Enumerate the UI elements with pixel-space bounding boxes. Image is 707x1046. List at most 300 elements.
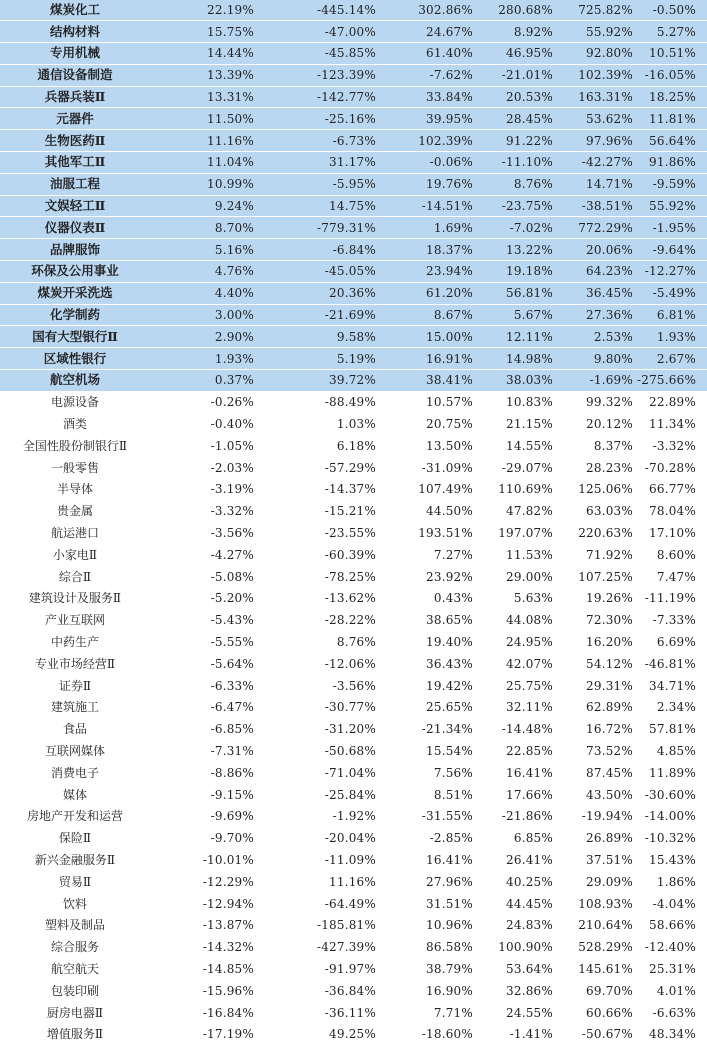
value-cell-col-5: 220.63%	[578, 526, 633, 541]
value-cell-col-5: 125.06%	[578, 482, 633, 497]
value-cell-col-6: -1.95%	[637, 217, 707, 239]
industry-name-cell: 元器件	[0, 108, 150, 130]
value-cell-col-1: -8.86%	[210, 765, 254, 780]
value-cell-col-6: -46.81%	[644, 656, 696, 671]
value-cell-col-2: -88.49%	[324, 395, 376, 410]
value-cell-col-6: 11.34%	[649, 417, 696, 432]
value-cell-col-5: 145.61%	[578, 961, 633, 976]
value-cell-col-4: 14.98%	[477, 348, 557, 370]
industry-name-cell: 塑料及制品	[44, 918, 105, 933]
value-cell-col-6: -4.04%	[652, 896, 696, 911]
table-row	[0, 500, 707, 522]
value-cell-col-6: 6.81%	[637, 304, 707, 326]
industry-name-cell: 化学制药	[0, 304, 150, 326]
value-cell-col-1: 13.39%	[150, 64, 258, 86]
value-cell-col-4: 26.41%	[506, 852, 553, 867]
value-cell-col-1: -15.96%	[202, 983, 254, 998]
value-cell-col-1: -6.47%	[210, 700, 254, 715]
value-cell-col-6: 55.92%	[637, 195, 707, 217]
value-cell-col-4: 53.64%	[506, 961, 553, 976]
value-cell-col-3: 31.51%	[426, 896, 473, 911]
industry-name-cell: 贵金属	[56, 504, 93, 519]
value-cell-col-5: 163.31%	[557, 86, 637, 108]
value-cell-col-4: 12.11%	[477, 326, 557, 348]
value-cell-col-3: -14.51%	[380, 195, 477, 217]
value-cell-col-4: 44.45%	[506, 896, 553, 911]
table-row	[0, 108, 707, 130]
table-row	[0, 21, 707, 43]
value-cell-col-2: 39.72%	[258, 370, 380, 392]
value-cell-col-1: -5.08%	[210, 569, 254, 584]
industry-name-cell: 国有大型银行Ⅱ	[0, 326, 150, 348]
value-cell-col-2: 11.16%	[329, 874, 376, 889]
value-cell-col-2: -5.95%	[258, 173, 380, 195]
value-cell-col-1: -5.64%	[210, 656, 254, 671]
industry-name-cell: 保险Ⅱ	[58, 831, 92, 846]
value-cell-col-4: 42.07%	[506, 656, 553, 671]
value-cell-col-5: 69.70%	[586, 983, 633, 998]
value-cell-col-4: 19.18%	[477, 261, 557, 283]
value-cell-col-2: -47.00%	[258, 21, 380, 43]
value-cell-col-1: -10.01%	[202, 852, 254, 867]
value-cell-col-2: 6.18%	[336, 438, 376, 453]
industry-name-cell: 建筑设计及服务Ⅱ	[28, 591, 122, 606]
table-row	[0, 0, 707, 21]
value-cell-col-2: -23.55%	[324, 526, 376, 541]
value-cell-col-1: 10.99%	[150, 173, 258, 195]
value-cell-col-4: 5.67%	[477, 304, 557, 326]
value-cell-col-1: -1.05%	[210, 438, 254, 453]
value-cell-col-6: -70.28%	[644, 460, 696, 475]
table-row	[0, 566, 707, 588]
value-cell-col-6: 6.69%	[656, 635, 696, 649]
value-cell-col-1: -14.85%	[202, 961, 254, 976]
value-cell-col-3: 102.39%	[380, 130, 477, 152]
industry-name-cell: 一般零售	[50, 460, 99, 475]
value-cell-col-5: 87.45%	[586, 765, 633, 780]
value-cell-col-4: 6.85%	[513, 831, 553, 846]
value-cell-col-2: -28.22%	[324, 613, 376, 628]
value-cell-col-6: 10.51%	[637, 43, 707, 65]
value-cell-col-2: -57.29%	[324, 460, 376, 475]
industry-name-cell: 建筑施工	[50, 700, 99, 715]
value-cell-col-3: 38.79%	[426, 961, 473, 976]
value-cell-col-2: -14.37%	[324, 482, 376, 497]
value-cell-col-6: -16.05%	[637, 64, 707, 86]
value-cell-col-1: -7.31%	[210, 743, 254, 758]
value-cell-col-3: 23.92%	[426, 569, 473, 584]
value-cell-col-6: 1.86%	[656, 874, 696, 889]
value-cell-col-2: -21.69%	[258, 304, 380, 326]
table-row	[0, 980, 707, 1002]
value-cell-col-2: 31.17%	[258, 152, 380, 174]
value-cell-col-3: -7.62%	[380, 64, 477, 86]
value-cell-col-5: 8.37%	[593, 438, 633, 453]
value-cell-col-3: 27.96%	[426, 874, 473, 889]
value-cell-col-4: -14.48%	[501, 722, 553, 737]
industry-name-cell: 中药生产	[50, 635, 99, 649]
industry-name-cell: 其他军工Ⅱ	[0, 152, 150, 174]
value-cell-col-2: 14.75%	[258, 195, 380, 217]
value-cell-col-4: 22.85%	[506, 743, 553, 758]
value-cell-col-6: -12.27%	[637, 261, 707, 283]
value-cell-col-4: 29.00%	[506, 569, 553, 584]
table-row	[0, 827, 707, 849]
value-cell-col-3: -18.60%	[421, 1027, 473, 1042]
value-cell-col-2: -12.06%	[324, 656, 376, 671]
value-cell-col-1: -2.03%	[210, 460, 254, 475]
table-row	[0, 609, 707, 631]
value-cell-col-1: -13.87%	[202, 918, 254, 933]
value-cell-col-3: 24.67%	[380, 21, 477, 43]
value-cell-col-2: 1.03%	[336, 417, 376, 432]
value-cell-col-4: 16.41%	[506, 765, 553, 780]
industry-name-cell: 产业互联网	[44, 613, 105, 628]
value-cell-col-2: -45.85%	[258, 43, 380, 65]
value-cell-col-6: 11.89%	[649, 765, 696, 780]
table-row	[0, 1002, 707, 1024]
value-cell-col-3: 8.67%	[380, 304, 477, 326]
value-cell-col-1: -6.85%	[210, 722, 254, 737]
value-cell-col-4: 8.76%	[477, 173, 557, 195]
value-cell-col-3: 302.86%	[380, 0, 477, 21]
value-cell-col-5: 64.23%	[557, 261, 637, 283]
table-row	[0, 697, 707, 719]
value-cell-col-5: 9.80%	[557, 348, 637, 370]
value-cell-col-1: -0.26%	[210, 395, 254, 410]
value-cell-col-1: 1.93%	[150, 348, 258, 370]
value-cell-col-1: 22.19%	[150, 0, 258, 21]
value-cell-col-3: 23.94%	[380, 261, 477, 283]
value-cell-col-5: -1.69%	[557, 370, 637, 392]
value-cell-col-2: -71.04%	[324, 765, 376, 780]
value-cell-col-2: -45.05%	[258, 261, 380, 283]
value-cell-col-3: 25.65%	[426, 700, 473, 715]
value-cell-col-5: 97.96%	[557, 130, 637, 152]
value-cell-col-4: 11.53%	[506, 547, 553, 562]
value-cell-col-3: 7.27%	[433, 547, 473, 562]
value-cell-col-6: -5.49%	[637, 282, 707, 304]
value-cell-col-6: 5.27%	[637, 21, 707, 43]
value-cell-col-2: -36.84%	[324, 983, 376, 998]
value-cell-col-2: -36.11%	[324, 1005, 376, 1020]
value-cell-col-3: -0.06%	[380, 152, 477, 174]
industry-name-cell: 专业市场经营Ⅱ	[34, 656, 116, 671]
value-cell-col-3: 8.51%	[433, 787, 473, 802]
value-cell-col-1: -3.19%	[210, 482, 254, 497]
value-cell-col-1: -9.15%	[210, 787, 254, 802]
industry-name-cell: 品牌服饰	[0, 239, 150, 261]
value-cell-col-1: -4.27%	[210, 547, 254, 562]
table-row	[0, 391, 707, 413]
table-row	[0, 653, 707, 675]
value-cell-col-3: 19.40%	[426, 635, 473, 649]
value-cell-col-2: -30.77%	[324, 700, 376, 715]
industry-name-cell: 全国性股份制银行Ⅱ	[22, 438, 128, 453]
value-cell-col-5: 26.89%	[586, 831, 633, 846]
value-cell-col-3: 7.71%	[433, 1005, 473, 1020]
value-cell-col-3: 61.40%	[380, 43, 477, 65]
value-cell-col-4: 32.11%	[506, 700, 553, 715]
value-cell-col-5: 528.29%	[578, 940, 633, 955]
table-row	[0, 64, 707, 86]
value-cell-col-5: 99.32%	[586, 395, 633, 410]
value-cell-col-6: 48.34%	[649, 1027, 696, 1042]
value-cell-col-1: -12.94%	[202, 896, 254, 911]
value-cell-col-4: -1.41%	[509, 1027, 553, 1042]
value-cell-col-6: -12.40%	[644, 940, 696, 955]
value-cell-col-4: 24.55%	[506, 1005, 553, 1020]
table-row	[0, 435, 707, 457]
value-cell-col-3: 44.50%	[426, 504, 473, 519]
value-cell-col-5: 107.25%	[578, 569, 633, 584]
value-cell-col-3: 0.43%	[433, 591, 473, 606]
value-cell-col-6: -10.32%	[644, 831, 696, 846]
value-cell-col-4: 28.45%	[477, 108, 557, 130]
value-cell-col-5: -42.27%	[557, 152, 637, 174]
value-cell-col-4: 5.63%	[513, 591, 553, 606]
table-row	[0, 914, 707, 936]
value-cell-col-6: -30.60%	[644, 787, 696, 802]
value-cell-col-3: 39.95%	[380, 108, 477, 130]
value-cell-col-1: 15.75%	[150, 21, 258, 43]
value-cell-col-3: -31.55%	[421, 809, 473, 824]
industry-name-cell: 生物医药Ⅱ	[0, 130, 150, 152]
value-cell-col-2: -6.73%	[258, 130, 380, 152]
industry-name-cell: 饮料	[62, 896, 87, 911]
industry-name-cell: 房地产开发和运营	[26, 809, 123, 824]
value-cell-col-5: 28.23%	[586, 460, 633, 475]
value-cell-col-3: 16.90%	[426, 983, 473, 998]
industry-name-cell: 航运港口	[50, 526, 99, 541]
table-row	[0, 152, 707, 174]
industry-name-cell: 综合服务	[50, 940, 99, 955]
value-cell-col-6: -3.32%	[652, 438, 696, 453]
industry-name-cell: 综合Ⅱ	[58, 569, 92, 584]
value-cell-col-5: 102.39%	[557, 64, 637, 86]
value-cell-col-5: 60.66%	[586, 1005, 633, 1020]
value-cell-col-1: -6.33%	[210, 678, 254, 693]
value-cell-col-5: 14.71%	[557, 173, 637, 195]
table-row	[0, 370, 707, 392]
industry-name-cell: 航空机场	[0, 370, 150, 392]
value-cell-col-3: -2.85%	[429, 831, 473, 846]
value-cell-col-5: 55.92%	[557, 21, 637, 43]
value-cell-col-5: 2.53%	[557, 326, 637, 348]
industry-name-cell: 环保及公用事业	[0, 261, 150, 283]
value-cell-col-6: -7.33%	[652, 613, 696, 628]
value-cell-col-4: -21.01%	[477, 64, 557, 86]
value-cell-col-2: -11.09%	[324, 852, 376, 867]
value-cell-col-2: -1.92%	[332, 809, 376, 824]
industry-name-cell: 半导体	[56, 482, 93, 497]
value-cell-col-1: -9.69%	[210, 809, 254, 824]
industry-name-cell: 煤炭化工	[0, 0, 150, 21]
value-cell-col-6: 91.86%	[637, 152, 707, 174]
value-cell-col-1: -9.70%	[210, 831, 254, 846]
value-cell-col-2: -13.62%	[324, 591, 376, 606]
industry-name-cell: 证券Ⅱ	[58, 678, 92, 693]
value-cell-col-3: -21.34%	[421, 722, 473, 737]
value-cell-col-3: 38.41%	[380, 370, 477, 392]
value-cell-col-2: -445.14%	[258, 0, 380, 21]
value-cell-col-5: 20.12%	[586, 417, 633, 432]
industry-name-cell: 电源设备	[50, 395, 99, 410]
table-row	[0, 631, 707, 653]
value-cell-col-6: 66.77%	[649, 482, 696, 497]
value-cell-col-6: 4.85%	[656, 743, 696, 758]
value-cell-col-4: 38.03%	[477, 370, 557, 392]
value-cell-col-5: 29.09%	[586, 874, 633, 889]
value-cell-col-2: -78.25%	[324, 569, 376, 584]
value-cell-col-5: -50.67%	[581, 1027, 633, 1042]
table-row	[0, 173, 707, 195]
value-cell-col-1: -0.40%	[210, 417, 254, 432]
industry-name-cell: 航空航天	[50, 961, 99, 976]
table-row	[0, 849, 707, 871]
value-cell-col-6: 7.47%	[656, 569, 696, 584]
value-cell-col-1: 4.76%	[150, 261, 258, 283]
value-cell-col-5: 16.72%	[586, 722, 633, 737]
value-cell-col-6: 1.93%	[637, 326, 707, 348]
value-cell-col-1: 13.31%	[150, 86, 258, 108]
table-row	[0, 239, 707, 261]
industry-name-cell: 兵器兵装Ⅱ	[0, 86, 150, 108]
table-row	[0, 522, 707, 544]
value-cell-col-5: 37.51%	[586, 852, 633, 867]
table-row	[0, 784, 707, 806]
value-cell-col-5: 210.64%	[578, 918, 633, 933]
value-cell-col-1: 4.40%	[150, 282, 258, 304]
table-row	[0, 86, 707, 108]
value-cell-col-3: 19.42%	[426, 678, 473, 693]
value-cell-col-5: 62.89%	[586, 700, 633, 715]
value-cell-col-2: 9.58%	[258, 326, 380, 348]
value-cell-col-1: -5.55%	[210, 635, 254, 649]
value-cell-col-6: 22.89%	[649, 395, 696, 410]
industry-name-cell: 通信设备制造	[0, 64, 150, 86]
value-cell-col-5: 36.45%	[557, 282, 637, 304]
table-row	[0, 871, 707, 893]
table-row	[0, 893, 707, 915]
value-cell-col-2: -31.20%	[324, 722, 376, 737]
value-cell-col-4: -29.07%	[501, 460, 553, 475]
value-cell-col-6: 2.34%	[656, 700, 696, 715]
table-row	[0, 958, 707, 980]
value-cell-col-4: -11.10%	[477, 152, 557, 174]
value-cell-col-4: -21.86%	[501, 809, 553, 824]
value-cell-col-5: 108.93%	[578, 896, 633, 911]
value-cell-col-4: 40.25%	[506, 874, 553, 889]
table-row	[0, 805, 707, 827]
value-cell-col-2: -50.68%	[324, 743, 376, 758]
value-cell-col-4: 91.22%	[477, 130, 557, 152]
value-cell-col-2: -779.31%	[258, 217, 380, 239]
value-cell-col-4: 14.55%	[506, 438, 553, 453]
industry-name-cell: 仪器仪表Ⅱ	[0, 217, 150, 239]
value-cell-col-6: -9.64%	[637, 239, 707, 261]
value-cell-col-2: -142.77%	[258, 86, 380, 108]
value-cell-col-4: 24.95%	[506, 635, 553, 649]
value-cell-col-4: 100.90%	[498, 940, 553, 955]
value-cell-col-2: -15.21%	[324, 504, 376, 519]
value-cell-col-4: 24.83%	[506, 918, 553, 933]
value-cell-col-4: 110.69%	[498, 482, 553, 497]
value-cell-col-1: 3.00%	[150, 304, 258, 326]
value-cell-col-1: -5.20%	[210, 591, 254, 606]
value-cell-col-5: 63.03%	[586, 504, 633, 519]
value-cell-col-4: 56.81%	[477, 282, 557, 304]
value-cell-col-6: 56.64%	[637, 130, 707, 152]
value-cell-col-1: 11.50%	[150, 108, 258, 130]
value-cell-col-1: -3.32%	[210, 504, 254, 519]
value-cell-col-3: 13.50%	[426, 438, 473, 453]
industry-name-cell: 结构材料	[0, 21, 150, 43]
value-cell-col-3: 16.41%	[426, 852, 473, 867]
value-cell-col-3: 19.76%	[380, 173, 477, 195]
value-cell-col-4: 17.66%	[506, 787, 553, 802]
value-cell-col-1: -16.84%	[202, 1005, 254, 1020]
table-row	[0, 261, 707, 283]
value-cell-col-2: -91.97%	[324, 961, 376, 976]
value-cell-col-2: -3.56%	[332, 678, 376, 693]
value-cell-col-6: 11.81%	[637, 108, 707, 130]
value-cell-col-6: 58.66%	[649, 918, 696, 933]
value-cell-col-5: 19.26%	[586, 591, 633, 606]
value-cell-col-2: -123.39%	[258, 64, 380, 86]
table-row	[0, 740, 707, 762]
value-cell-col-6: -9.59%	[637, 173, 707, 195]
value-cell-col-3: 36.43%	[426, 656, 473, 671]
value-cell-col-3: 193.51%	[418, 526, 473, 541]
value-cell-col-6: -14.00%	[644, 809, 696, 824]
table-row	[0, 1023, 707, 1045]
value-cell-col-4: 13.22%	[477, 239, 557, 261]
value-cell-col-5: 54.12%	[586, 656, 633, 671]
value-cell-col-4: 25.75%	[506, 678, 553, 693]
value-cell-col-3: 61.20%	[380, 282, 477, 304]
table-row	[0, 130, 707, 152]
value-cell-col-6: -0.50%	[637, 0, 707, 21]
value-cell-col-1: 8.70%	[150, 217, 258, 239]
table-row	[0, 479, 707, 501]
table-row	[0, 326, 707, 348]
value-cell-col-5: 725.82%	[557, 0, 637, 21]
value-cell-col-2: 49.25%	[329, 1027, 376, 1042]
table-row	[0, 675, 707, 697]
industry-name-cell: 油服工程	[0, 173, 150, 195]
value-cell-col-4: 10.83%	[506, 395, 553, 410]
value-cell-col-5: 43.50%	[586, 787, 633, 802]
table-row	[0, 43, 707, 65]
value-cell-col-5: 72.30%	[586, 613, 633, 628]
value-cell-col-2: -25.84%	[324, 787, 376, 802]
value-cell-col-1: 14.44%	[150, 43, 258, 65]
table-row	[0, 718, 707, 740]
value-cell-col-6: 25.31%	[649, 961, 696, 976]
table-row	[0, 217, 707, 239]
value-cell-col-3: 15.54%	[426, 743, 473, 758]
value-cell-col-5: -38.51%	[557, 195, 637, 217]
industry-name-cell: 媒体	[62, 787, 87, 802]
value-cell-col-4: 197.07%	[498, 526, 553, 541]
value-cell-col-3: 20.75%	[426, 417, 473, 432]
value-cell-col-1: 5.16%	[150, 239, 258, 261]
value-cell-col-1: 11.16%	[150, 130, 258, 152]
value-cell-col-1: -12.29%	[202, 874, 254, 889]
value-cell-col-6: 4.01%	[656, 983, 696, 998]
industry-name-cell: 新兴金融服务Ⅱ	[34, 852, 116, 867]
